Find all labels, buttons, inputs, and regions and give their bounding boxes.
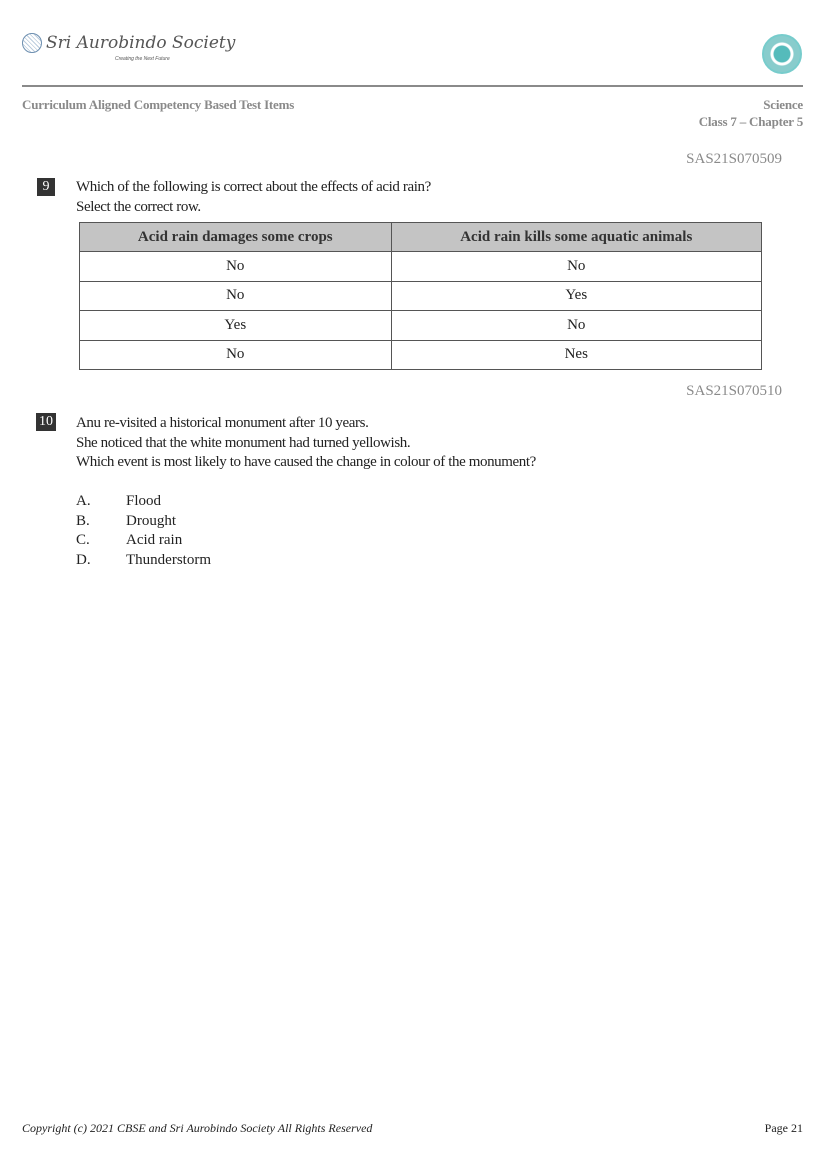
column-header: Acid rain kills some aquatic animals (391, 223, 761, 252)
table-header-row (80, 223, 762, 252)
question-number: 9 (37, 178, 55, 196)
option-text: Thunderstorm (126, 551, 211, 568)
option-b (76, 512, 211, 532)
table-cell: No (391, 311, 761, 341)
option-letter: C. (76, 532, 90, 549)
table-row (80, 311, 762, 341)
header-divider (22, 85, 803, 87)
answer-table (79, 222, 762, 370)
options-list (76, 492, 211, 570)
option-d (76, 551, 211, 571)
option-letter: B. (76, 512, 90, 529)
question-line: Which of the following is correct about the effects of acid rain? (76, 179, 431, 195)
globe-icon (22, 33, 42, 53)
question-line: Which event is most likely to have caused the change in colour of the monument? (76, 454, 536, 470)
class-chapter: Class 7 – Chapter 5 (698, 114, 803, 129)
question-text (76, 178, 431, 217)
logo-tagline: Creating the Next Future (115, 56, 170, 62)
option-letter: A. (76, 493, 91, 509)
question-id: SAS21S070510 (686, 383, 782, 399)
table-cell: Nes (391, 340, 761, 370)
cbse-seal-icon (762, 34, 802, 74)
table-cell: No (80, 252, 392, 282)
table-cell: Yes (80, 311, 392, 341)
logo-text: Sri Aurobindo Society (46, 33, 236, 53)
table-row (80, 340, 762, 370)
table-cell: Yes (391, 281, 761, 311)
document-title: Curriculum Aligned Competency Based Test Items (22, 97, 295, 112)
sri-aurobindo-society-logo (22, 33, 236, 62)
question-text (76, 414, 536, 473)
column-header: Acid rain damages some crops (80, 223, 392, 252)
question-line: She noticed that the white monument had turned yellowish. (76, 434, 411, 451)
option-text: Flood (126, 493, 162, 509)
table-cell: No (391, 252, 761, 282)
question-number: 10 (36, 413, 56, 431)
question-id: SAS21S070509 (686, 151, 782, 167)
subject: Science (763, 97, 803, 112)
page-number: Page 21 (764, 1121, 803, 1135)
option-a (76, 492, 211, 512)
option-text: Acid rain (126, 532, 183, 549)
question-line: Select the correct row. (76, 198, 201, 215)
option-c (76, 531, 211, 551)
copyright: Copyright (c) 2021 CBSE and Sri Aurobindo Society All Rights Reserved (22, 1121, 373, 1135)
table-cell: No (80, 340, 392, 370)
table-row (80, 281, 762, 311)
table-row (80, 252, 762, 282)
table-cell: No (80, 281, 392, 311)
option-letter: D. (76, 551, 91, 568)
option-text: Drought (126, 512, 176, 529)
question-line: Anu re-visited a historical monument after 10 years. (76, 415, 369, 431)
